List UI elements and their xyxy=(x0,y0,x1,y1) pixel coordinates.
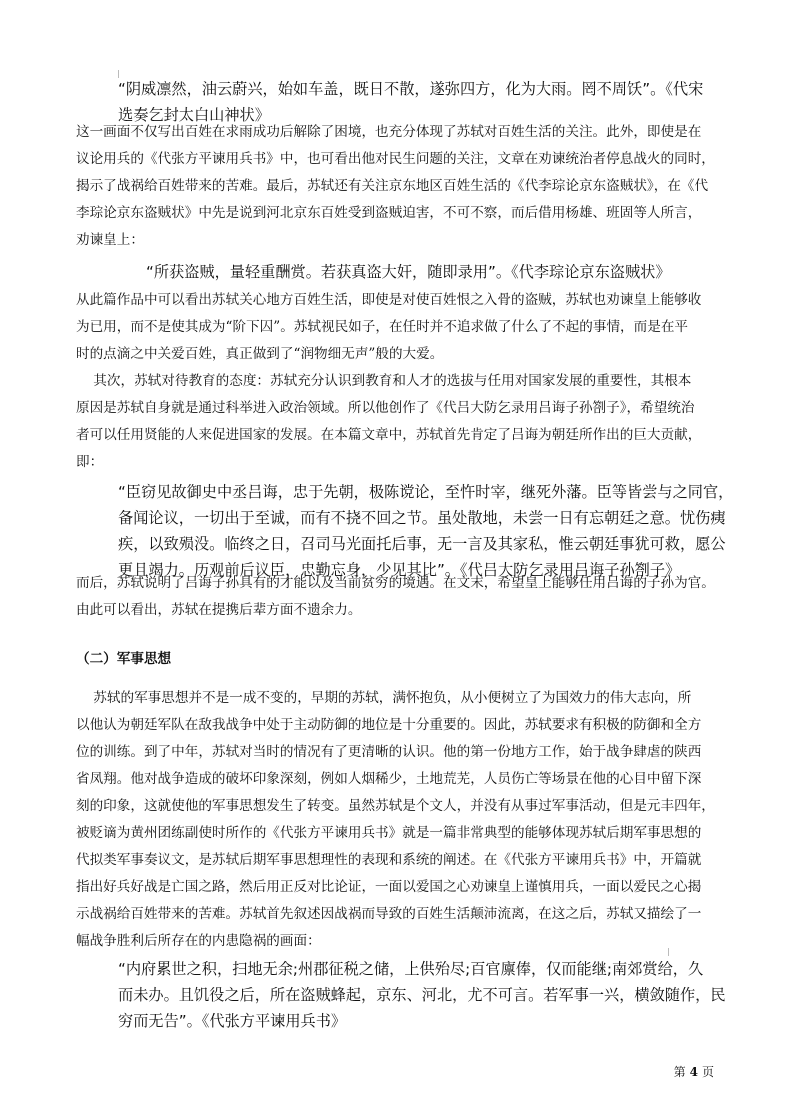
quote-line: “臣窃见故御史中丞吕诲，忠于先朝，极陈谠论，至忤时宰，继死外藩。臣等皆尝与之同官， xyxy=(118,483,734,501)
paragraph-line: 被贬谪为黄州团练副使时所作的《代张方平谏用兵书》就是一篇非常典型的能够体现苏轼后期军事思想的 xyxy=(76,825,702,841)
paragraph-line: 李琮论京东盗贼状》中先是说到河北京东百姓受到盗贼迫害，不可不察，而后借用杨雄、班固等人所言， xyxy=(76,205,702,221)
paragraph-line: 以他认为朝廷军队在敌我战争中处于主动防御的地位是十分重要的。因此，苏轼要求有积极的防御和全方 xyxy=(76,717,702,733)
paragraph-line: 指出好兵好战是亡国之路，然后用正反对比论证，一面以爱国之心劝谏皇上谨慎用兵，一面以爱民之心揭 xyxy=(76,879,702,895)
quote-line: 而未办。且饥役之后，所在盗贼蜂起，京东、河北，尤不可言。若军事一兴，横敛随作，民 xyxy=(118,986,726,1004)
quote-line: 更且竭力。历观前后议臣，忠勤忘身，少见其比”。《代吕大防乞录用吕诲子孙劄子》 xyxy=(118,561,681,579)
quote-line: 选奏乞封太白山神状》 xyxy=(118,106,270,124)
quote-line: “内府累世之积，扫地无余;州郡征税之储，上供殆尽;百官廪俸，仅而能继;南郊赏给，久 xyxy=(118,960,704,978)
paragraph-line: 而后，苏轼说明了吕诲子孙具有的才能以及当前贫穷的境遇。在文末，希望皇上能够任用吕诲的子孙为官。 xyxy=(76,575,715,591)
page-number xyxy=(674,1064,714,1080)
paragraph-line: 议论用兵的《代张方平谏用兵书》中，也可看出他对民生问题的关注，文章在劝谏统治者停息战火的同时， xyxy=(76,151,715,167)
section-heading: （二）军事思想 xyxy=(76,651,172,667)
paragraph-people-livelihood xyxy=(76,119,716,254)
quote-line: “所获盗贼，量轻重酬赏。若获真盗大奸，随即录用”。《代李琮论京东盗贼状》 xyxy=(146,263,671,281)
paragraph-line: 时的点滴之中关爱百姓，真正做到了“润物细无声”般的大爱。 xyxy=(76,346,444,362)
paragraph-line: 原因是苏轼自身就是通过科举进入政治领域。所以他创作了《代吕大防乞录用吕诲子孙劄子》，希望统治 xyxy=(76,400,695,416)
page-prefix: 第 xyxy=(673,1065,686,1079)
paragraph-line: 劝谏皇上： xyxy=(76,232,144,248)
page-number-value: 4 xyxy=(689,1065,698,1079)
paragraph-line: 代拟类军事奏议文，是苏轼后期军事思想理性的表现和系统的阐述。在《代张方平谏用兵书》中，开篇就 xyxy=(76,852,702,868)
block-quote-war xyxy=(118,956,726,1034)
paragraph-military-thought xyxy=(76,685,716,955)
paragraph-love-people xyxy=(76,287,716,368)
paragraph-lv-hui-descendants xyxy=(76,570,716,624)
paragraph-line: 即： xyxy=(76,454,104,470)
paragraph-line: 刻的印象，这就使他的军事思想发生了转变。虽然苏轼是个文人，并没有从事过军事活动，但是元丰四年， xyxy=(76,798,715,814)
paragraph-line: 省凤翔。他对战争造成的破坏印象深刻，例如人烟稀少，土地荒芜，人员伤亡等场景在他的心目中留下深 xyxy=(76,771,702,787)
paragraph-line: 示战祸给百姓带来的苦难。苏轼首先叙述因战祸而导致的百姓生活颠沛流离，在这之后，苏轼又描绘了一 xyxy=(76,906,702,922)
quote-line: 备闻论议，一切出于至诚，而有不挠不回之节。虽处散地，未尝一日有忘朝廷之意。忧伤痍 xyxy=(118,509,726,527)
page-suffix: 页 xyxy=(701,1065,714,1079)
block-quote-lv-hui xyxy=(118,479,733,583)
paragraph-line: 位的训练。到了中年，苏轼对当时的情况有了更清晰的认识。他的第一份地方工作，始于战争肆虐的陕西 xyxy=(76,744,702,760)
paragraph-line: 这一画面不仅写出百姓在求雨成功后解除了困境，也充分体现了苏轼对百姓生活的关注。此外，即使是在 xyxy=(76,124,702,140)
paragraph-line: 从此篇作品中可以看出苏轼关心地方百姓生活，即使是对使百姓恨之入骨的盗贼，苏轼也劝谏皇上能够收 xyxy=(76,292,702,308)
paragraph-line: 者可以任用贤能的人来促进国家的发展。在本篇文章中，苏轼首先肯定了吕诲为朝廷所作出的巨大贡献， xyxy=(76,427,702,443)
paragraph-education xyxy=(76,368,716,476)
paragraph-line: 苏轼的军事思想并不是一成不变的，早期的苏轼，满怀抱负，从小便树立了为国效力的伟大志向，所 xyxy=(76,690,692,706)
quote-line: “阴威凛然，油云蔚兴，始如车盖，既日不散，遂弥四方，化为大雨。罔不周饫”。《代宋 xyxy=(118,80,704,98)
paragraph-line: 为已用，而不是使其成为“阶下囚”。苏轼视民如子，在任时并不追求做了什么了不起的事情，而是在平 xyxy=(76,319,689,335)
block-quote-bandits xyxy=(146,259,671,285)
quote-line: 穷而无告”。《代张方平谏用兵书》 xyxy=(118,1012,347,1030)
paragraph-line: 其次，苏轼对待教育的态度：苏轼充分认识到教育和人才的选拔与任用对国家发展的重要性，其根本 xyxy=(76,373,692,389)
paragraph-line: 揭示了战祸给百姓带来的苦难。最后，苏轼还有关注京东地区百姓生活的《代李琮论京东盗贼状》，在《代 xyxy=(76,178,709,194)
quote-line: 疾，以致殒没。临终之日，召司马光面托后事，无一言及其家私，惟云朝廷事犹可救，愿公 xyxy=(118,535,726,553)
paragraph-line: 幅战争胜利后所存在的内患隐祸的画面： xyxy=(76,933,321,949)
paragraph-line: 由此可以看出，苏轼在提携后辈方面不遗余力。 xyxy=(76,602,362,618)
